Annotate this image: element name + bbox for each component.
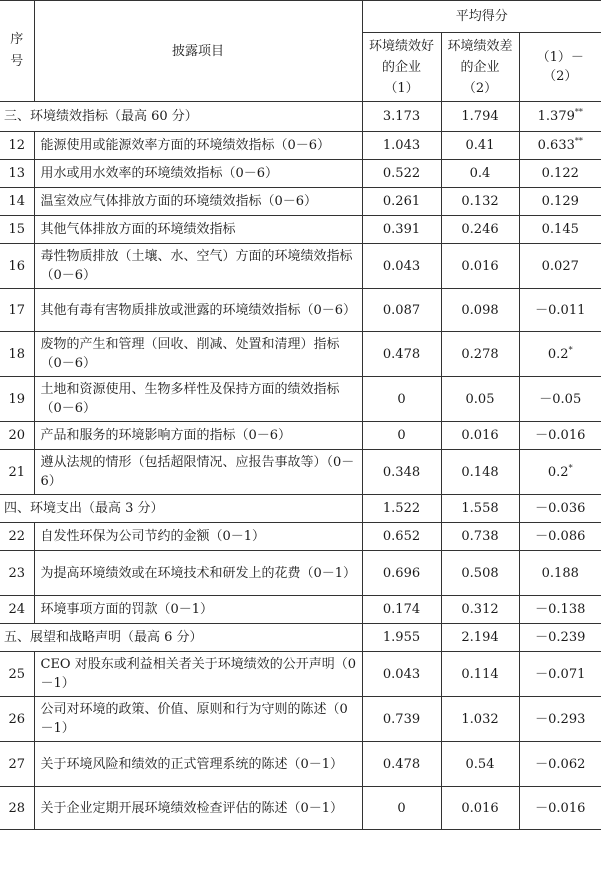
poor-score-text: 0.4 <box>469 166 491 181</box>
item-label <box>34 596 362 624</box>
good-score <box>362 188 441 216</box>
good-score <box>362 289 441 332</box>
item-label-text: 环境事项方面的罚款（0－1） <box>40 602 214 617</box>
poor-score <box>441 551 519 596</box>
poor-score-text: 0.41 <box>465 138 495 153</box>
good-score-text: 0.696 <box>382 565 421 581</box>
poor-score <box>441 216 519 244</box>
row-number <box>0 697 34 742</box>
item-label-text: 温室效应气体排放方面的环境绩效指标（0－6） <box>40 194 318 209</box>
poor-score-text: 1.558 <box>461 501 499 516</box>
difference <box>519 216 601 244</box>
good-score <box>362 787 441 830</box>
good-score <box>362 596 441 624</box>
poor-score <box>441 697 519 742</box>
section-row <box>0 102 601 132</box>
table-row <box>0 652 601 697</box>
difference <box>519 787 601 830</box>
difference-text: －0.138 <box>535 602 586 617</box>
good-score-text: 0.261 <box>382 194 421 209</box>
item-label <box>34 787 362 830</box>
item-label-text: 关于环境风险和绩效的正式管理系统的陈述（0－1） <box>40 756 344 772</box>
poor-score-text: 0.098 <box>461 302 499 318</box>
difference <box>519 132 601 160</box>
row-number <box>0 551 34 596</box>
row-number <box>0 216 34 244</box>
row-number <box>0 377 34 422</box>
item-label-text: CEO 对股东或利益相关者关于环境绩效的公开声明（0－1） <box>40 657 356 691</box>
poor-score-text: 0.016 <box>461 428 499 443</box>
row-number-text: 16 <box>8 258 26 274</box>
row-number <box>0 188 34 216</box>
row-number <box>0 523 34 551</box>
poor-score <box>441 289 519 332</box>
item-label <box>34 160 362 188</box>
difference-text: 1.379 <box>537 109 575 124</box>
poor-score <box>441 742 519 787</box>
item-label <box>34 244 362 289</box>
item-label-text: 遵从法规的情形（包括超限情况、应报告事故等）（0－6） <box>40 455 355 489</box>
item-label <box>34 742 362 787</box>
col-header-item: 披露项目 <box>34 1 362 102</box>
row-number-text: 25 <box>8 666 26 682</box>
row-number-text: 17 <box>8 302 26 318</box>
col-header-no: 序号 <box>0 1 34 102</box>
poor-score <box>441 787 519 830</box>
item-label-text: 其他有毒有害物质排放或泄露的环境绩效指标（0－6） <box>40 302 357 318</box>
item-label-text: 为提高环境绩效或在环境技术和研发上的花费（0－1） <box>40 565 357 581</box>
difference-text: 0.027 <box>541 258 579 274</box>
table-row <box>0 132 601 160</box>
poor-score <box>441 377 519 422</box>
poor-score-text: 0.54 <box>465 756 495 772</box>
item-label <box>34 422 362 450</box>
item-label-text: 能源使用或能源效率方面的环境绩效指标（0－6） <box>40 138 331 153</box>
col-header-average-score: 平均得分 <box>362 1 601 33</box>
good-score-text: 0 <box>397 800 406 816</box>
row-number-text: 15 <box>8 222 26 237</box>
item-label-text: 公司对环境的政策、价值、原则和行为守则的陈述（0－1） <box>40 702 348 736</box>
good-score <box>362 495 441 523</box>
row-number <box>0 652 34 697</box>
difference-text: －0.05 <box>539 391 582 407</box>
row-number-text: 20 <box>8 428 26 443</box>
difference <box>519 332 601 377</box>
difference-text: 0.633 <box>537 138 575 153</box>
poor-score <box>441 652 519 697</box>
row-number <box>0 160 34 188</box>
good-score-text: 1.043 <box>382 138 421 153</box>
good-score <box>362 697 441 742</box>
difference <box>519 742 601 787</box>
poor-score-text: 0.246 <box>461 222 499 237</box>
row-number-text: 13 <box>8 166 26 181</box>
poor-score-text: 1.032 <box>461 711 499 727</box>
difference-text: －0.062 <box>535 756 586 772</box>
good-score-text: 0 <box>397 428 406 443</box>
item-label-text: 关于企业定期开展环境绩效检查评估的陈述（0－1） <box>40 800 344 816</box>
poor-score <box>441 160 519 188</box>
item-label-text: 用水或用水效率的环境绩效指标（0－6） <box>40 166 279 181</box>
table-row <box>0 697 601 742</box>
item-label <box>34 132 362 160</box>
poor-score-text: 0.016 <box>461 258 499 274</box>
difference-text: 0.188 <box>541 565 579 581</box>
section-row <box>0 624 601 652</box>
poor-score-text: 1.794 <box>461 109 499 124</box>
item-label <box>34 697 362 742</box>
good-score-text: 1.522 <box>382 501 421 516</box>
good-score-text: 0.348 <box>382 464 421 480</box>
poor-score <box>441 132 519 160</box>
item-label-text: 产品和服务的环境影响方面的指标（0－6） <box>40 428 292 443</box>
col-header-difference: （1）－（2） <box>519 33 601 102</box>
row-number-text: 26 <box>8 711 26 727</box>
poor-score-text: 2.194 <box>461 630 499 645</box>
difference <box>519 244 601 289</box>
section-label-text: 四、环境支出（最高 3 分） <box>4 501 164 516</box>
good-score <box>362 102 441 132</box>
row-number <box>0 596 34 624</box>
row-number-text: 19 <box>8 391 26 407</box>
item-label-text: 其他气体排放方面的环境绩效指标 <box>40 222 236 237</box>
significance-mark: * <box>568 463 573 473</box>
col-header-poor-firms: 环境绩效差的企业（2） <box>441 33 519 102</box>
difference-text: －0.071 <box>535 666 586 682</box>
poor-score-text: 0.312 <box>461 602 499 617</box>
section-label <box>0 624 362 652</box>
table-row <box>0 160 601 188</box>
poor-score-text: 0.05 <box>465 391 495 407</box>
difference-text: －0.293 <box>535 711 586 727</box>
difference <box>519 289 601 332</box>
table-row <box>0 377 601 422</box>
difference <box>519 377 601 422</box>
item-label <box>34 188 362 216</box>
table-row <box>0 216 601 244</box>
poor-score <box>441 596 519 624</box>
good-score <box>362 450 441 495</box>
difference <box>519 495 601 523</box>
good-score <box>362 523 441 551</box>
difference-text: 0.2 <box>547 464 569 480</box>
good-score-text: 0.652 <box>382 529 421 544</box>
table-row <box>0 787 601 830</box>
good-score <box>362 742 441 787</box>
good-score-text: 0.478 <box>382 346 421 362</box>
item-label <box>34 652 362 697</box>
item-label-text: 毒性物质排放（土壤、水、空气）方面的环境绩效指标（0－6） <box>40 249 353 283</box>
difference-text: 0.145 <box>541 222 579 237</box>
good-score-text: 0 <box>397 391 406 407</box>
good-score <box>362 244 441 289</box>
table-row <box>0 188 601 216</box>
good-score-text: 0.391 <box>382 222 421 237</box>
good-score-text: 0.043 <box>382 666 421 682</box>
poor-score <box>441 624 519 652</box>
item-label <box>34 216 362 244</box>
difference-text: －0.086 <box>535 529 586 544</box>
row-number <box>0 332 34 377</box>
section-label <box>0 495 362 523</box>
table-row <box>0 332 601 377</box>
row-number <box>0 787 34 830</box>
row-number-text: 21 <box>8 464 26 480</box>
row-number <box>0 244 34 289</box>
row-number-text: 24 <box>8 602 26 617</box>
row-number-text: 18 <box>8 346 26 362</box>
good-score <box>362 551 441 596</box>
row-number <box>0 289 34 332</box>
difference <box>519 422 601 450</box>
difference-text: 0.122 <box>541 166 579 181</box>
poor-score <box>441 102 519 132</box>
good-score-text: 0.174 <box>382 602 421 617</box>
poor-score <box>441 188 519 216</box>
difference-text: －0.036 <box>535 501 586 516</box>
good-score <box>362 216 441 244</box>
difference <box>519 551 601 596</box>
good-score <box>362 332 441 377</box>
row-number-text: 23 <box>8 565 26 581</box>
poor-score-text: 0.016 <box>461 800 499 816</box>
significance-mark: ** <box>574 136 583 146</box>
item-label-text: 土地和资源使用、生物多样性及保持方面的绩效指标（0－6） <box>40 382 340 416</box>
row-number-text: 14 <box>8 194 26 209</box>
item-label-text: 废物的产生和管理（回收、削减、处置和清理）指标（0－6） <box>40 337 340 371</box>
table-row <box>0 551 601 596</box>
row-number <box>0 422 34 450</box>
row-number <box>0 742 34 787</box>
table-header <box>0 1 601 102</box>
row-number-text: 27 <box>8 756 26 772</box>
good-score-text: 0.478 <box>382 756 421 772</box>
poor-score <box>441 422 519 450</box>
significance-mark: * <box>568 345 573 355</box>
difference <box>519 624 601 652</box>
difference <box>519 102 601 132</box>
good-score <box>362 132 441 160</box>
poor-score <box>441 244 519 289</box>
section-label-text: 五、展望和战略声明（最高 6 分） <box>4 630 203 645</box>
difference-text: 0.129 <box>541 194 579 209</box>
item-label-text: 自发性环保为公司节约的金额（0－1） <box>40 529 266 544</box>
row-number <box>0 132 34 160</box>
difference <box>519 596 601 624</box>
difference-text: 0.2 <box>547 346 569 362</box>
difference <box>519 697 601 742</box>
good-score <box>362 377 441 422</box>
difference <box>519 160 601 188</box>
item-label <box>34 450 362 495</box>
table-row <box>0 523 601 551</box>
poor-score-text: 0.132 <box>461 194 499 209</box>
table-row <box>0 596 601 624</box>
difference-text: －0.016 <box>535 800 586 816</box>
table-row <box>0 450 601 495</box>
row-number-text: 22 <box>8 529 26 544</box>
item-label <box>34 551 362 596</box>
row-number <box>0 450 34 495</box>
table-row <box>0 742 601 787</box>
table-body <box>0 102 601 830</box>
item-label <box>34 289 362 332</box>
difference <box>519 450 601 495</box>
table-row <box>0 422 601 450</box>
difference <box>519 188 601 216</box>
good-score-text: 0.739 <box>382 711 421 727</box>
poor-score-text: 0.114 <box>461 666 499 682</box>
poor-score <box>441 332 519 377</box>
item-label <box>34 377 362 422</box>
poor-score <box>441 495 519 523</box>
section-row <box>0 495 601 523</box>
good-score <box>362 652 441 697</box>
section-label-text: 三、环境绩效指标（最高 60 分） <box>4 109 198 124</box>
row-number-text: 28 <box>8 800 26 816</box>
good-score-text: 3.173 <box>382 109 421 124</box>
poor-score-text: 0.278 <box>461 346 499 362</box>
good-score-text: 0.522 <box>382 166 421 181</box>
difference <box>519 523 601 551</box>
good-score <box>362 160 441 188</box>
col-header-good-firms: 环境绩效好的企业（1） <box>362 33 441 102</box>
poor-score <box>441 450 519 495</box>
section-label <box>0 102 362 132</box>
difference <box>519 652 601 697</box>
good-score <box>362 422 441 450</box>
good-score-text: 0.087 <box>382 302 421 318</box>
poor-score-text: 0.738 <box>461 529 499 544</box>
poor-score-text: 0.508 <box>461 565 499 581</box>
row-number-text: 12 <box>8 138 26 153</box>
good-score-text: 0.043 <box>382 258 421 274</box>
item-label <box>34 523 362 551</box>
difference-text: －0.239 <box>535 630 586 645</box>
good-score-text: 1.955 <box>382 630 421 645</box>
table-row <box>0 289 601 332</box>
item-label <box>34 332 362 377</box>
table-row <box>0 244 601 289</box>
poor-score <box>441 523 519 551</box>
difference-text: －0.016 <box>535 428 586 443</box>
difference-text: －0.011 <box>535 302 586 318</box>
significance-mark: ** <box>574 107 583 117</box>
good-score <box>362 624 441 652</box>
poor-score-text: 0.148 <box>461 464 499 480</box>
